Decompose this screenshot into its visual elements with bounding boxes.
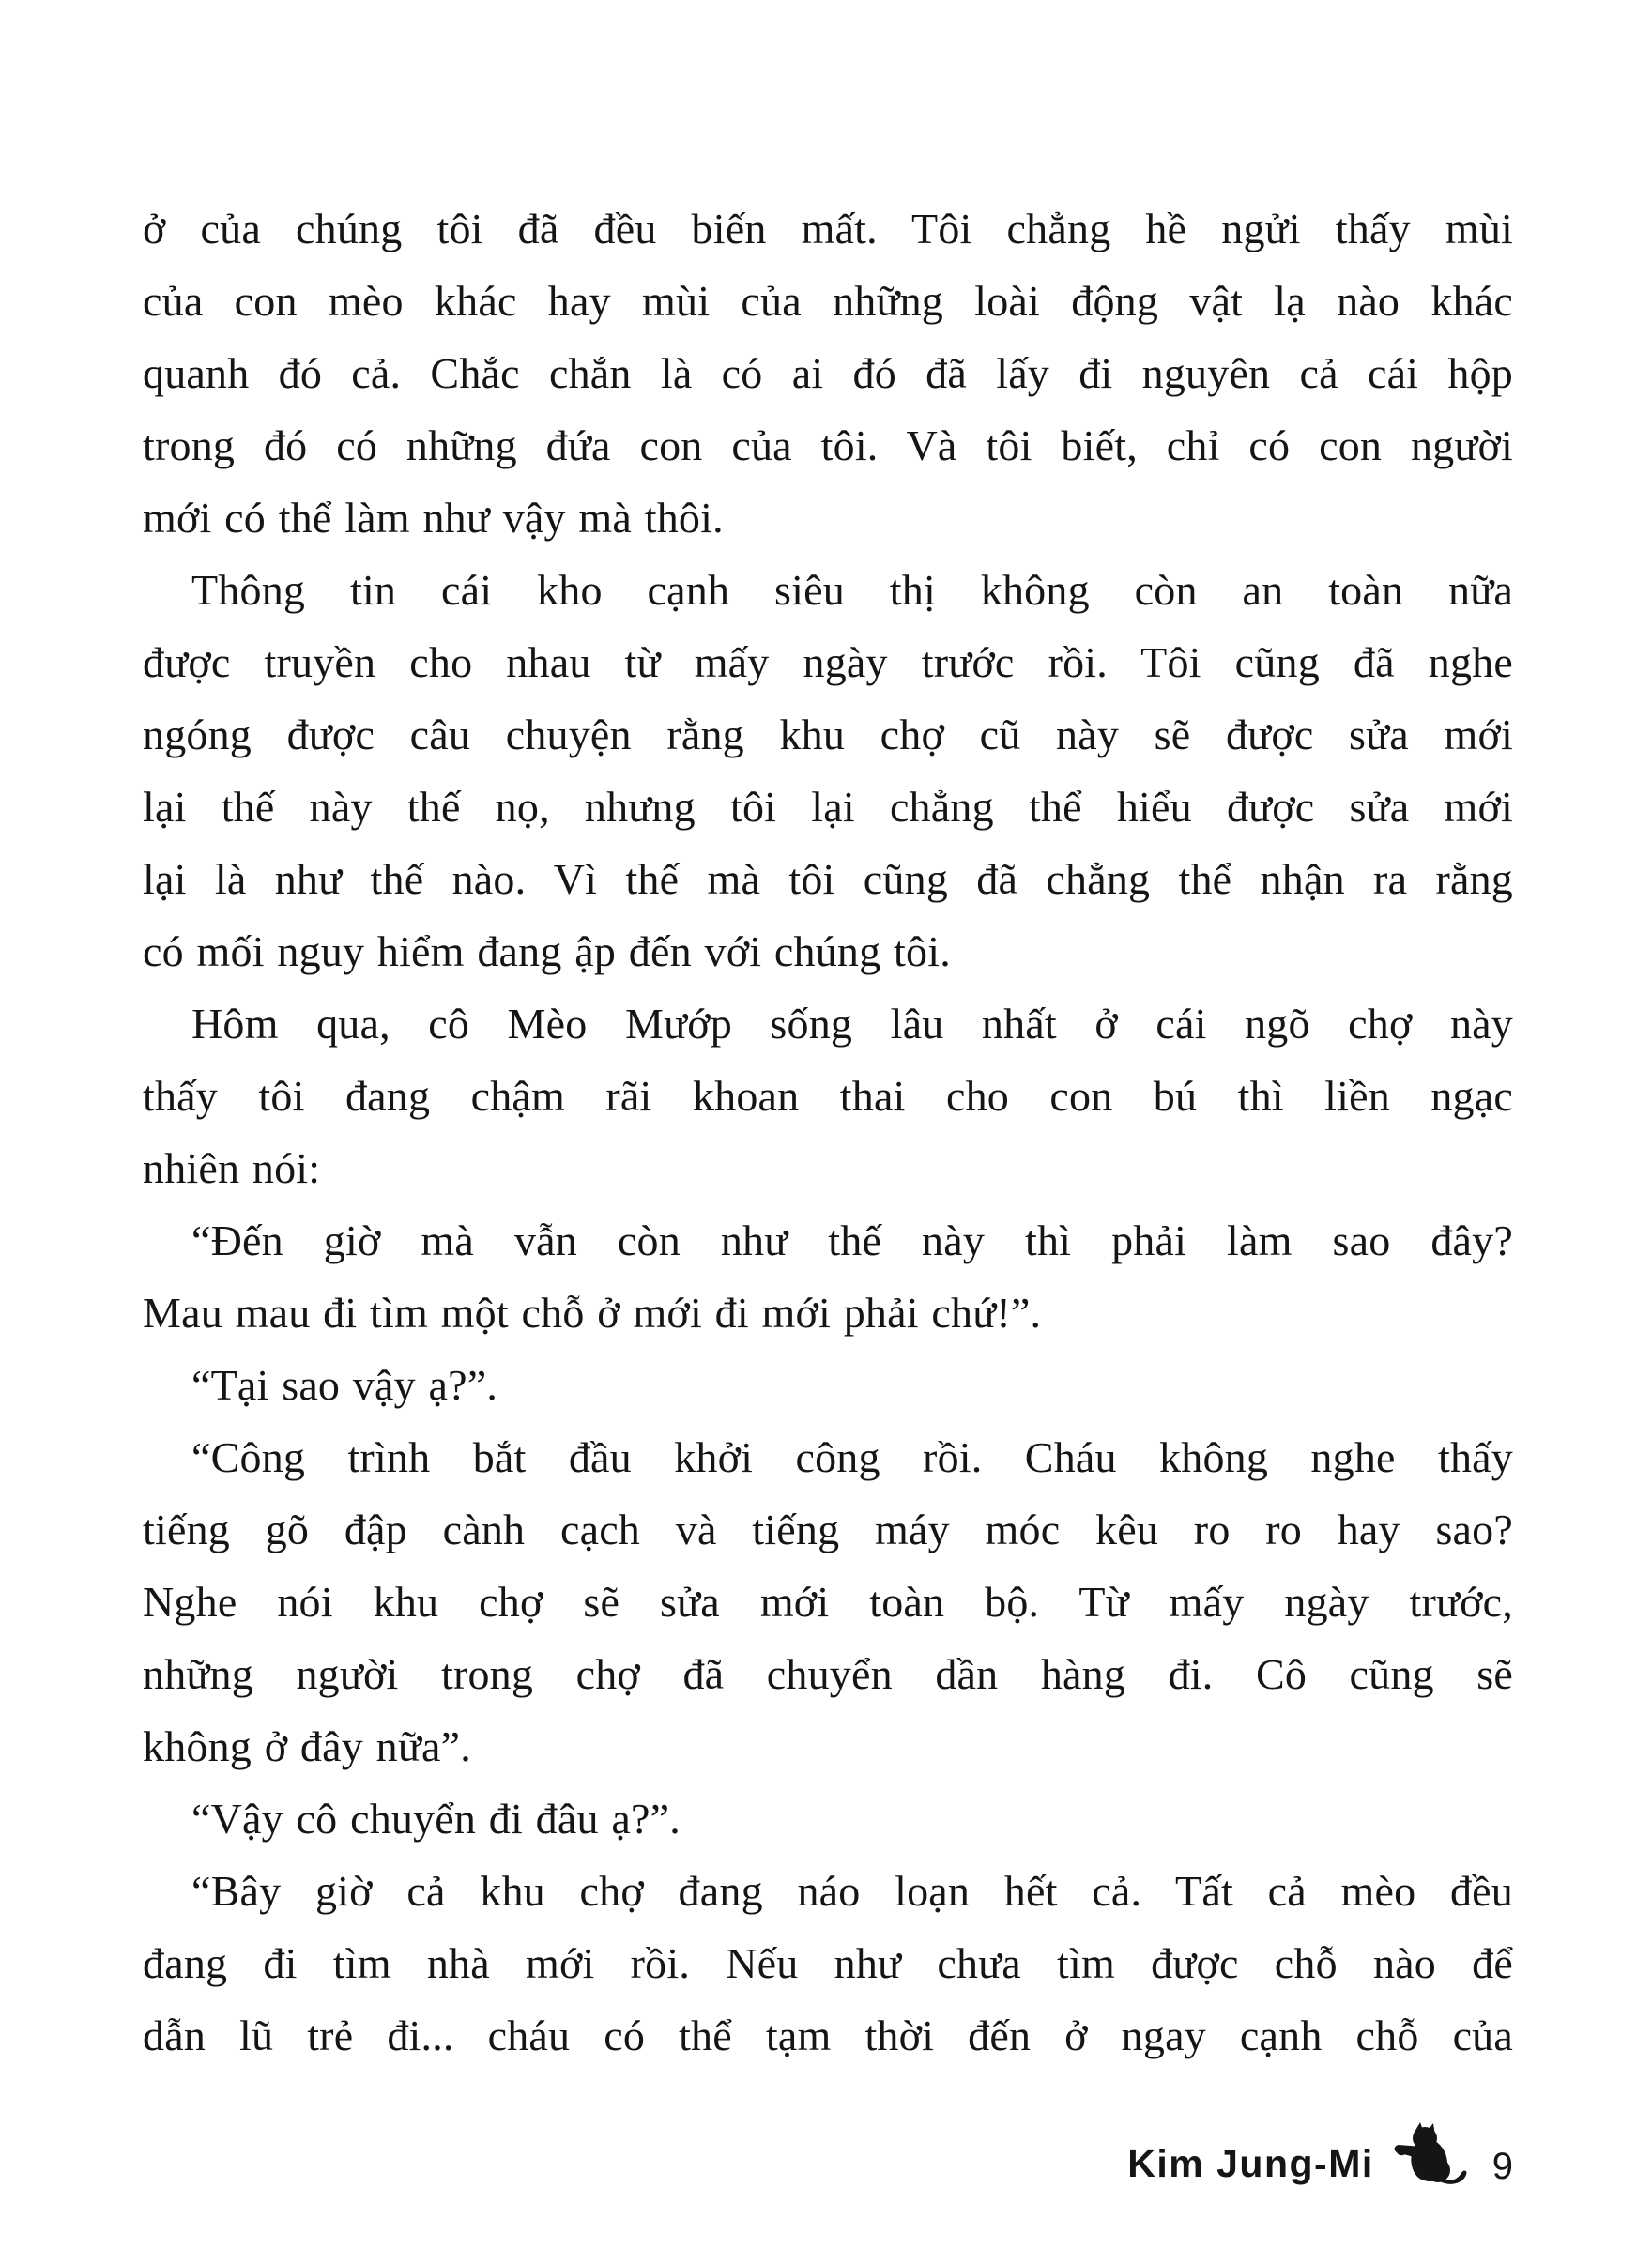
text-line: quanh đó cả. Chắc chắn là có ai đó đã lấy đi nguyên cả cái hộp xyxy=(143,349,1513,397)
text-line: “Tại sao vậy ạ?”. xyxy=(191,1361,498,1409)
text-line: trong đó có những đứa con của tôi. Và tôi biết, chỉ có con người xyxy=(143,421,1513,469)
page-number: 9 xyxy=(1491,2146,1513,2187)
text-line: Mau mau đi tìm một chỗ ở mới đi mới phải chứ!”. xyxy=(143,1289,1042,1337)
text-line: Thông tin cái kho cạnh siêu thị không còn an toàn nữa xyxy=(191,566,1513,614)
cat-icon xyxy=(1393,2121,1470,2187)
text-line: ở của chúng tôi đã đều biến mất. Tôi chẳng hề ngửi thấy mùi xyxy=(143,205,1513,252)
text-line: đang đi tìm nhà mới rồi. Nếu như chưa tìm được chỗ nào để xyxy=(143,1939,1513,1987)
text-line: thấy tôi đang chậm rãi khoan thai cho con bú thì liền ngạc xyxy=(143,1072,1513,1120)
text-line: có mối nguy hiểm đang ập đến với chúng tôi. xyxy=(143,927,951,975)
text-line: nhiên nói: xyxy=(143,1144,321,1192)
text-line: lại là như thế nào. Vì thế mà tôi cũng đã chẳng thể nhận ra rằng xyxy=(143,855,1513,903)
author-name: Kim Jung-Mi xyxy=(1127,2142,1374,2185)
text-line: tiếng gõ đập cành cạch và tiếng máy móc kêu ro ro hay sao? xyxy=(143,1506,1513,1553)
text-line: “Bây giờ cả khu chợ đang náo loạn hết cả. Tất cả mèo đều xyxy=(191,1867,1513,1915)
text-line: được truyền cho nhau từ mấy ngày trước rồi. Tôi cũng đã nghe xyxy=(143,638,1513,686)
text-line: của con mèo khác hay mùi của những loài động vật lạ nào khác xyxy=(143,277,1513,325)
text-line: dẫn lũ trẻ đi... cháu có thể tạm thời đến ở ngay cạnh chỗ của xyxy=(143,2012,1513,2059)
text-line: “Vậy cô chuyển đi đâu ạ?”. xyxy=(191,1795,681,1843)
text-line: những người trong chợ đã chuyển dần hàng đi. Cô cũng sẽ xyxy=(143,1650,1513,1698)
text-line: Hôm qua, cô Mèo Mướp sống lâu nhất ở cái ngõ chợ này xyxy=(191,1000,1513,1048)
text-line: không ở đây nữa”. xyxy=(143,1722,471,1770)
text-line: Nghe nói khu chợ sẽ sửa mới toàn bộ. Từ mấy ngày trước, xyxy=(143,1578,1513,1626)
page-footer xyxy=(1127,2121,1513,2187)
text-line: mới có thể làm như vậy mà thôi. xyxy=(143,494,724,542)
body-text xyxy=(143,192,1513,2072)
text-line: lại thế này thế nọ, nhưng tôi lại chẳng thể hiểu được sửa mới xyxy=(143,783,1513,831)
text-line: ngóng được câu chuyện rằng khu chợ cũ này sẽ được sửa mới xyxy=(143,711,1513,758)
text-line: “Đến giờ mà vẫn còn như thế này thì phải làm sao đây? xyxy=(191,1216,1513,1264)
text-line: “Công trình bắt đầu khởi công rồi. Cháu không nghe thấy xyxy=(191,1433,1513,1481)
